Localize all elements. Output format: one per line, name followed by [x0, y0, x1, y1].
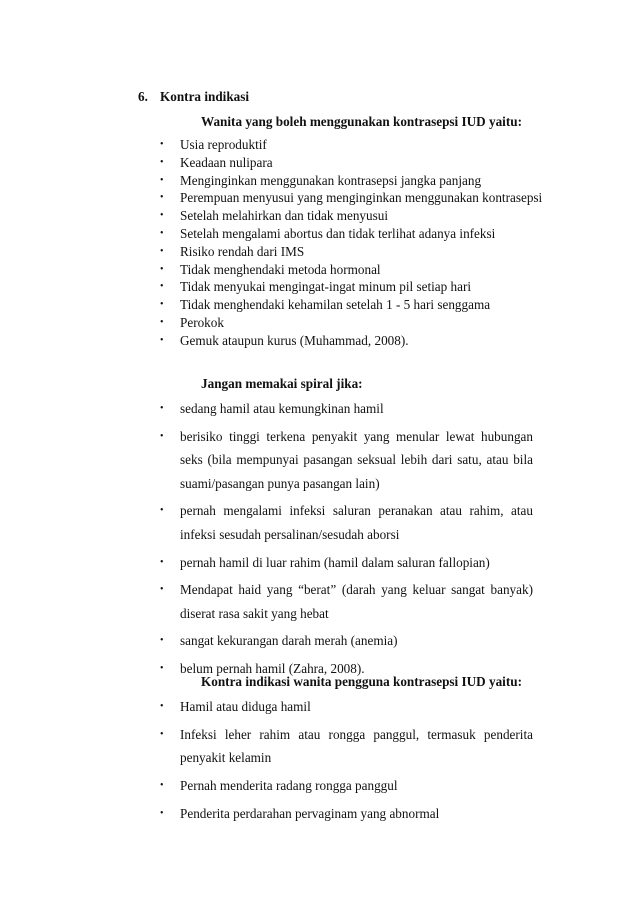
- bullet-icon: •: [160, 728, 164, 740]
- list-item: [0, 136, 533, 154]
- list-item: [0, 189, 543, 207]
- list-item: [0, 499, 533, 546]
- list-item: [0, 261, 533, 279]
- list-item: [0, 551, 533, 575]
- bullet-icon: •: [160, 281, 164, 293]
- list-item: [0, 629, 533, 653]
- list-item-text: sedang hamil atau kemungkinan hamil: [180, 401, 384, 416]
- bullet-icon: •: [160, 210, 164, 222]
- list-item-text: Perokok: [180, 314, 224, 330]
- list-item-text: Keadaan nulipara: [180, 154, 273, 170]
- list-item-text: Gemuk ataupun kurus (Muhammad, 2008).: [180, 332, 409, 348]
- list-item-text: Setelah melahirkan dan tidak menyusui: [180, 208, 389, 224]
- bullet-icon: •: [160, 779, 164, 791]
- list-item: [0, 332, 533, 350]
- bullet-icon: •: [160, 403, 164, 414]
- section-title: Kontra indikasi: [160, 89, 250, 104]
- bullet-icon: •: [160, 334, 164, 346]
- list-item-text: Risiko rendah dari IMS: [180, 243, 305, 259]
- list-item: [0, 172, 533, 190]
- group2-heading: Jangan memakai spiral jika:: [201, 376, 363, 391]
- bullet-icon: •: [160, 156, 164, 168]
- bullet-icon: •: [160, 584, 164, 596]
- bullet-icon: •: [160, 192, 164, 204]
- list-item: [0, 314, 533, 332]
- list-item-text: Hamil atau diduga hamil: [180, 699, 311, 714]
- bullet-icon: •: [160, 316, 164, 328]
- bullet-icon: •: [160, 139, 164, 150]
- group3-list: [0, 695, 533, 829]
- section-number: 6.: [138, 89, 148, 104]
- bullet-icon: •: [160, 701, 164, 712]
- list-item-text: berisiko tinggi terkena penyakit yang menular lewat hubungan seks (bila mempunyai pasangan seksual lebih dari satu, atau bila suami/pasangan punya pasangan lain): [180, 428, 533, 491]
- bullet-icon: •: [160, 245, 164, 257]
- list-item-text: Usia reproduktif: [180, 137, 267, 152]
- list-item: [0, 802, 533, 826]
- list-item: [0, 695, 533, 719]
- list-item-text: Tidak menghendaki kehamilan setelah 1 - 5 hari senggama: [180, 297, 491, 313]
- list-item: [0, 278, 533, 296]
- list-item-text: pernah mengalami infeksi saluran peranakan atau rahim, atau infeksi sesudah persalinan/sesudah aborsi: [180, 503, 533, 542]
- list-item: [0, 207, 533, 225]
- bullet-icon: •: [160, 663, 164, 675]
- list-item: [0, 397, 533, 421]
- list-item: [0, 243, 533, 261]
- list-item: [0, 296, 533, 314]
- list-item-text: Mendapat haid yang “berat” (darah yang keluar sangat banyak) diserat rasa sakit yang hebat: [180, 582, 533, 621]
- list-item-text: sangat kekurangan darah merah (anemia): [180, 633, 398, 649]
- bullet-icon: •: [160, 635, 164, 647]
- list-item-text: belum pernah hamil (Zahra, 2008).: [180, 661, 365, 677]
- list-item-text: Menginginkan menggunakan kontrasepsi jangka panjang: [180, 172, 482, 188]
- group1-heading: Wanita yang boleh menggunakan kontrasepsi IUD yaitu:: [201, 114, 522, 129]
- bullet-icon: •: [160, 263, 164, 275]
- group3-heading: Kontra indikasi wanita pengguna kontrasepsi IUD yaitu:: [201, 674, 522, 689]
- section-heading: [138, 89, 249, 105]
- list-item: [0, 774, 533, 798]
- group2-list: [0, 397, 533, 685]
- bullet-icon: •: [160, 227, 164, 239]
- list-item-text: Setelah mengalami abortus dan tidak terlihat adanya infeksi: [180, 225, 496, 241]
- list-item-text: Perempuan menyusui yang menginginkan menggunakan kontrasepsi: [180, 190, 543, 206]
- group1-list: [0, 136, 543, 350]
- list-item: [0, 225, 533, 243]
- bullet-icon: •: [160, 807, 164, 819]
- bullet-icon: •: [160, 556, 164, 568]
- list-item-text: pernah hamil di luar rahim (hamil dalam saluran fallopian): [180, 554, 490, 570]
- list-item-text: Pernah menderita radang rongga panggul: [180, 777, 398, 793]
- list-item-text: Infeksi leher rahim atau rongga panggul, termasuk penderita penyakit kelamin: [180, 726, 533, 766]
- list-item: [0, 723, 533, 770]
- list-item: [0, 578, 533, 625]
- list-item-text: Tidak menyukai mengingat-ingat minum pil setiap hari: [180, 279, 472, 295]
- bullet-icon: •: [160, 174, 164, 186]
- bullet-icon: •: [160, 505, 164, 517]
- list-item-text: Tidak menghendaki metoda hormonal: [180, 261, 381, 277]
- bullet-icon: •: [160, 299, 164, 311]
- list-item: [0, 425, 533, 496]
- list-item: [0, 154, 533, 172]
- list-item-text: Penderita perdarahan pervaginam yang abnormal: [180, 805, 440, 821]
- bullet-icon: •: [160, 430, 164, 442]
